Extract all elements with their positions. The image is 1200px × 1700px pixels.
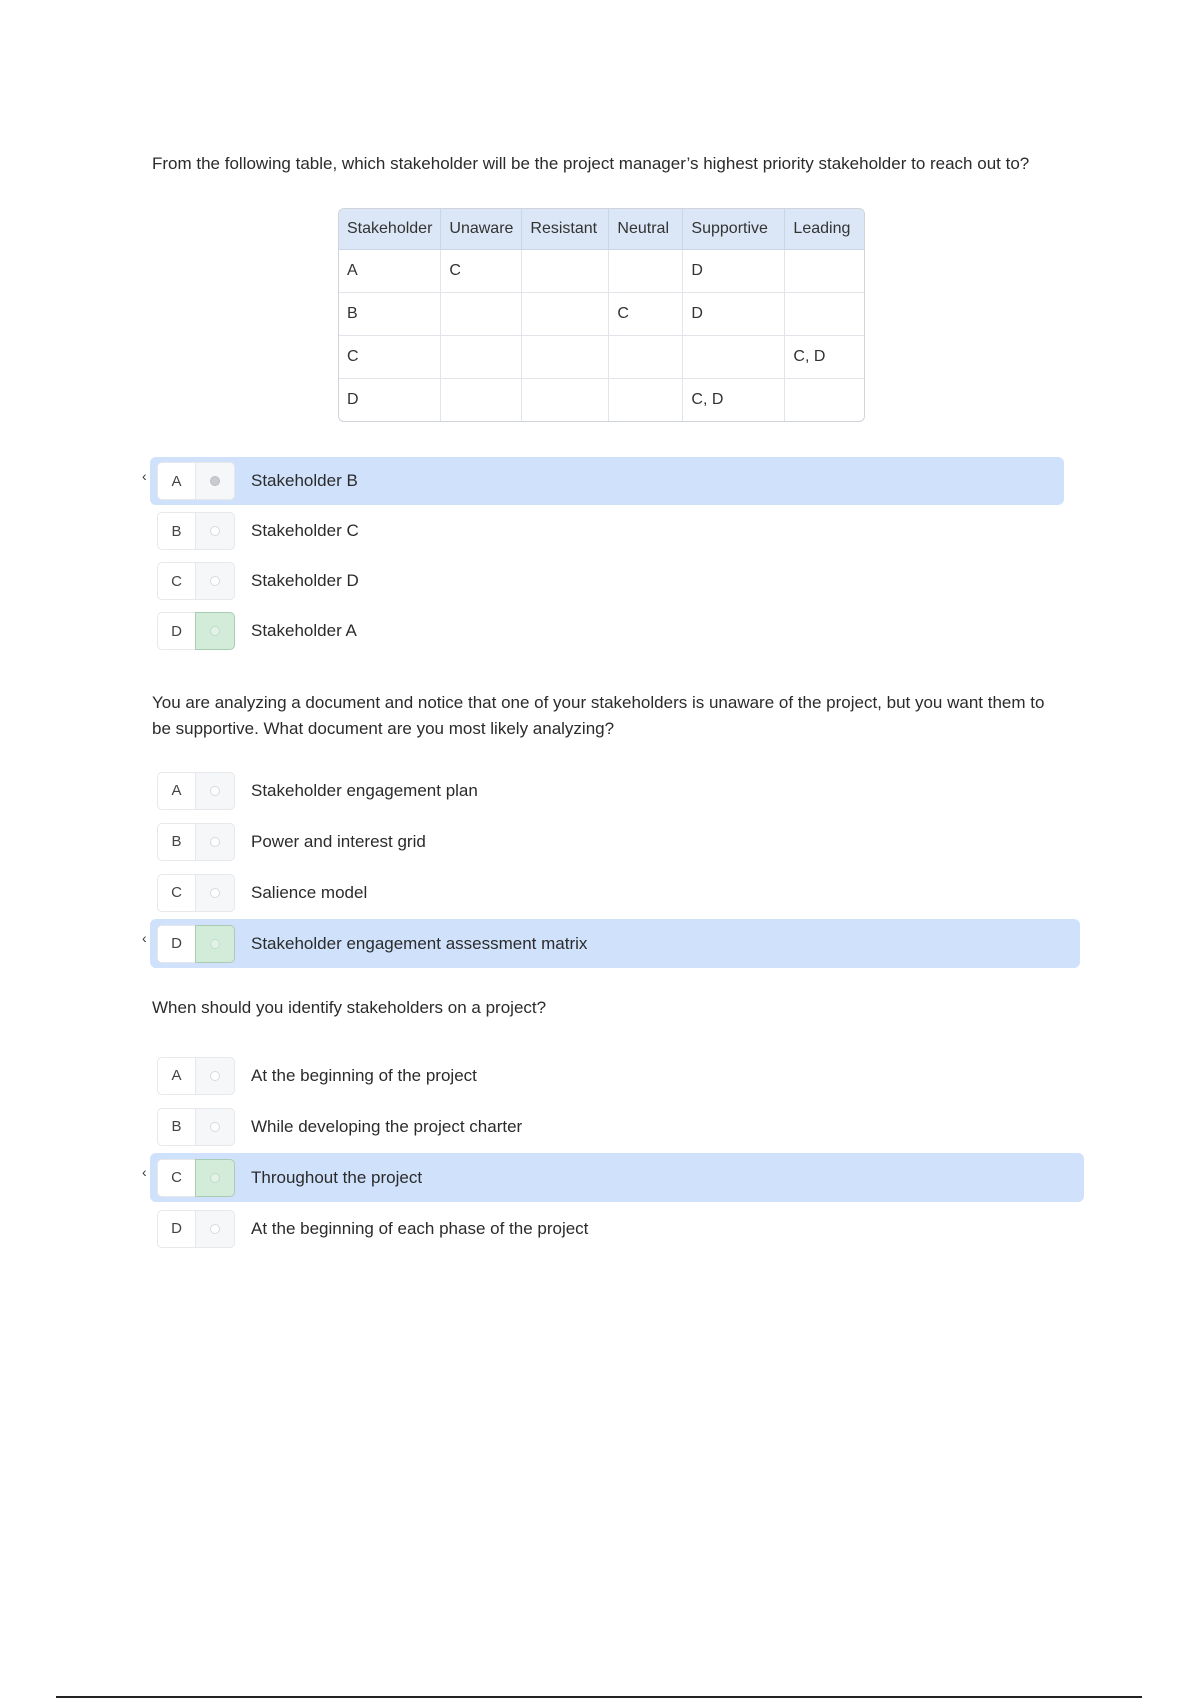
- answer-option[interactable]: [150, 507, 1064, 555]
- option-radio[interactable]: [195, 1108, 235, 1146]
- option-label: At the beginning of the project: [251, 1065, 477, 1085]
- question-1-options: [142, 457, 1064, 657]
- selection-marker-icon: ‹: [142, 468, 147, 484]
- radio-dot-icon: [210, 476, 220, 486]
- table-cell: [522, 250, 609, 292]
- selection-marker-icon: ‹: [142, 930, 147, 946]
- answer-option[interactable]: [142, 1153, 1084, 1202]
- answer-option[interactable]: [150, 1102, 1084, 1151]
- table-row: [339, 378, 864, 421]
- option-letter: A: [157, 1057, 195, 1095]
- option-radio[interactable]: [195, 1057, 235, 1095]
- column-header-resistant: Resistant: [522, 209, 609, 250]
- option-label: Stakeholder D: [251, 571, 359, 590]
- answer-option[interactable]: [150, 1051, 1084, 1100]
- column-header-leading: Leading: [785, 209, 864, 250]
- radio-dot-icon: [210, 626, 220, 636]
- option-letter: A: [157, 462, 195, 500]
- answer-option[interactable]: [150, 766, 1080, 815]
- radio-dot-icon: [210, 888, 220, 898]
- table-cell: [785, 292, 864, 335]
- option-label: At the beginning of each phase of the project: [251, 1218, 589, 1238]
- table-cell: [785, 250, 864, 292]
- table-cell: [609, 335, 683, 378]
- table-cell: D: [339, 378, 441, 421]
- option-label: Throughout the project: [251, 1167, 423, 1187]
- option-letter: C: [157, 1159, 195, 1197]
- selection-marker-icon: ‹: [142, 1164, 147, 1180]
- table-cell: [609, 378, 683, 421]
- stakeholder-engagement-table: [338, 208, 865, 422]
- table-cell: [522, 335, 609, 378]
- table-cell: [785, 378, 864, 421]
- option-letter: A: [157, 772, 195, 810]
- table-cell: [522, 378, 609, 421]
- option-radio[interactable]: [195, 874, 235, 912]
- radio-dot-icon: [210, 1071, 220, 1081]
- radio-dot-icon: [210, 939, 220, 949]
- table-cell: D: [683, 250, 785, 292]
- option-letter: B: [157, 512, 195, 550]
- column-header-supportive: Supportive: [683, 209, 785, 250]
- column-header-neutral: Neutral: [609, 209, 683, 250]
- table-cell: C: [441, 250, 522, 292]
- option-label: Stakeholder B: [251, 471, 358, 490]
- option-letter: B: [157, 1108, 195, 1146]
- question-3-options: [142, 1051, 1084, 1255]
- radio-dot-icon: [210, 1122, 220, 1132]
- radio-dot-icon: [210, 837, 220, 847]
- answer-option[interactable]: [150, 607, 1064, 655]
- option-letter: D: [157, 925, 195, 963]
- table-cell: D: [683, 292, 785, 335]
- answer-option[interactable]: [150, 868, 1080, 917]
- table-cell: B: [339, 292, 441, 335]
- option-radio[interactable]: [195, 512, 235, 550]
- table-row: [339, 250, 864, 292]
- table-cell: C: [609, 292, 683, 335]
- radio-dot-icon: [210, 526, 220, 536]
- option-radio[interactable]: [195, 772, 235, 810]
- table-cell: C: [339, 335, 441, 378]
- option-label: Stakeholder C: [251, 521, 359, 540]
- radio-dot-icon: [210, 576, 220, 586]
- option-label: Stakeholder A: [251, 621, 357, 640]
- table-cell: [683, 335, 785, 378]
- answer-option[interactable]: [150, 557, 1064, 605]
- answer-option[interactable]: [142, 919, 1080, 968]
- answer-option[interactable]: [150, 817, 1080, 866]
- answer-option[interactable]: [150, 1204, 1084, 1253]
- table-header-row: [339, 209, 864, 250]
- page-bottom-rule: [56, 1696, 1142, 1698]
- option-radio[interactable]: [195, 462, 235, 500]
- option-label: Salience model: [251, 882, 368, 902]
- option-radio[interactable]: [195, 562, 235, 600]
- table-cell: [522, 292, 609, 335]
- table-row: [339, 335, 864, 378]
- option-label: Stakeholder engagement assessment matrix: [251, 933, 588, 953]
- option-radio[interactable]: [195, 925, 235, 963]
- radio-dot-icon: [210, 786, 220, 796]
- option-letter: D: [157, 612, 195, 650]
- table-cell: [441, 335, 522, 378]
- option-label: Power and interest grid: [251, 831, 426, 851]
- radio-dot-icon: [210, 1224, 220, 1234]
- radio-dot-icon: [210, 1173, 220, 1183]
- table-cell: [441, 292, 522, 335]
- question-1-text: From the following table, which stakeholder will be the project manager’s highest priority stakeholder to reach out to?: [152, 154, 1030, 173]
- option-letter: B: [157, 823, 195, 861]
- option-letter: C: [157, 874, 195, 912]
- question-3-text: When should you identify stakeholders on a project?: [152, 998, 547, 1017]
- option-radio[interactable]: [195, 612, 235, 650]
- question-2-text: You are analyzing a document and notice that one of your stakeholders is unaware of the project, but you want them to be supportive. What document are you most likely analyzing?: [152, 693, 1045, 738]
- table-row: [339, 292, 864, 335]
- table-cell: A: [339, 250, 441, 292]
- table-cell: C, D: [683, 378, 785, 421]
- column-header-stakeholder: Stakeholder: [339, 209, 441, 250]
- answer-option[interactable]: [142, 457, 1064, 505]
- table-cell: C, D: [785, 335, 864, 378]
- option-letter: D: [157, 1210, 195, 1248]
- option-radio[interactable]: [195, 1159, 235, 1197]
- option-letter: C: [157, 562, 195, 600]
- table-cell: [441, 378, 522, 421]
- option-label: While developing the project charter: [251, 1116, 523, 1136]
- column-header-unaware: Unaware: [441, 209, 522, 250]
- option-label: Stakeholder engagement plan: [251, 780, 478, 800]
- option-radio[interactable]: [195, 823, 235, 861]
- table-cell: [609, 250, 683, 292]
- question-2-options: [142, 766, 1080, 970]
- option-radio[interactable]: [195, 1210, 235, 1248]
